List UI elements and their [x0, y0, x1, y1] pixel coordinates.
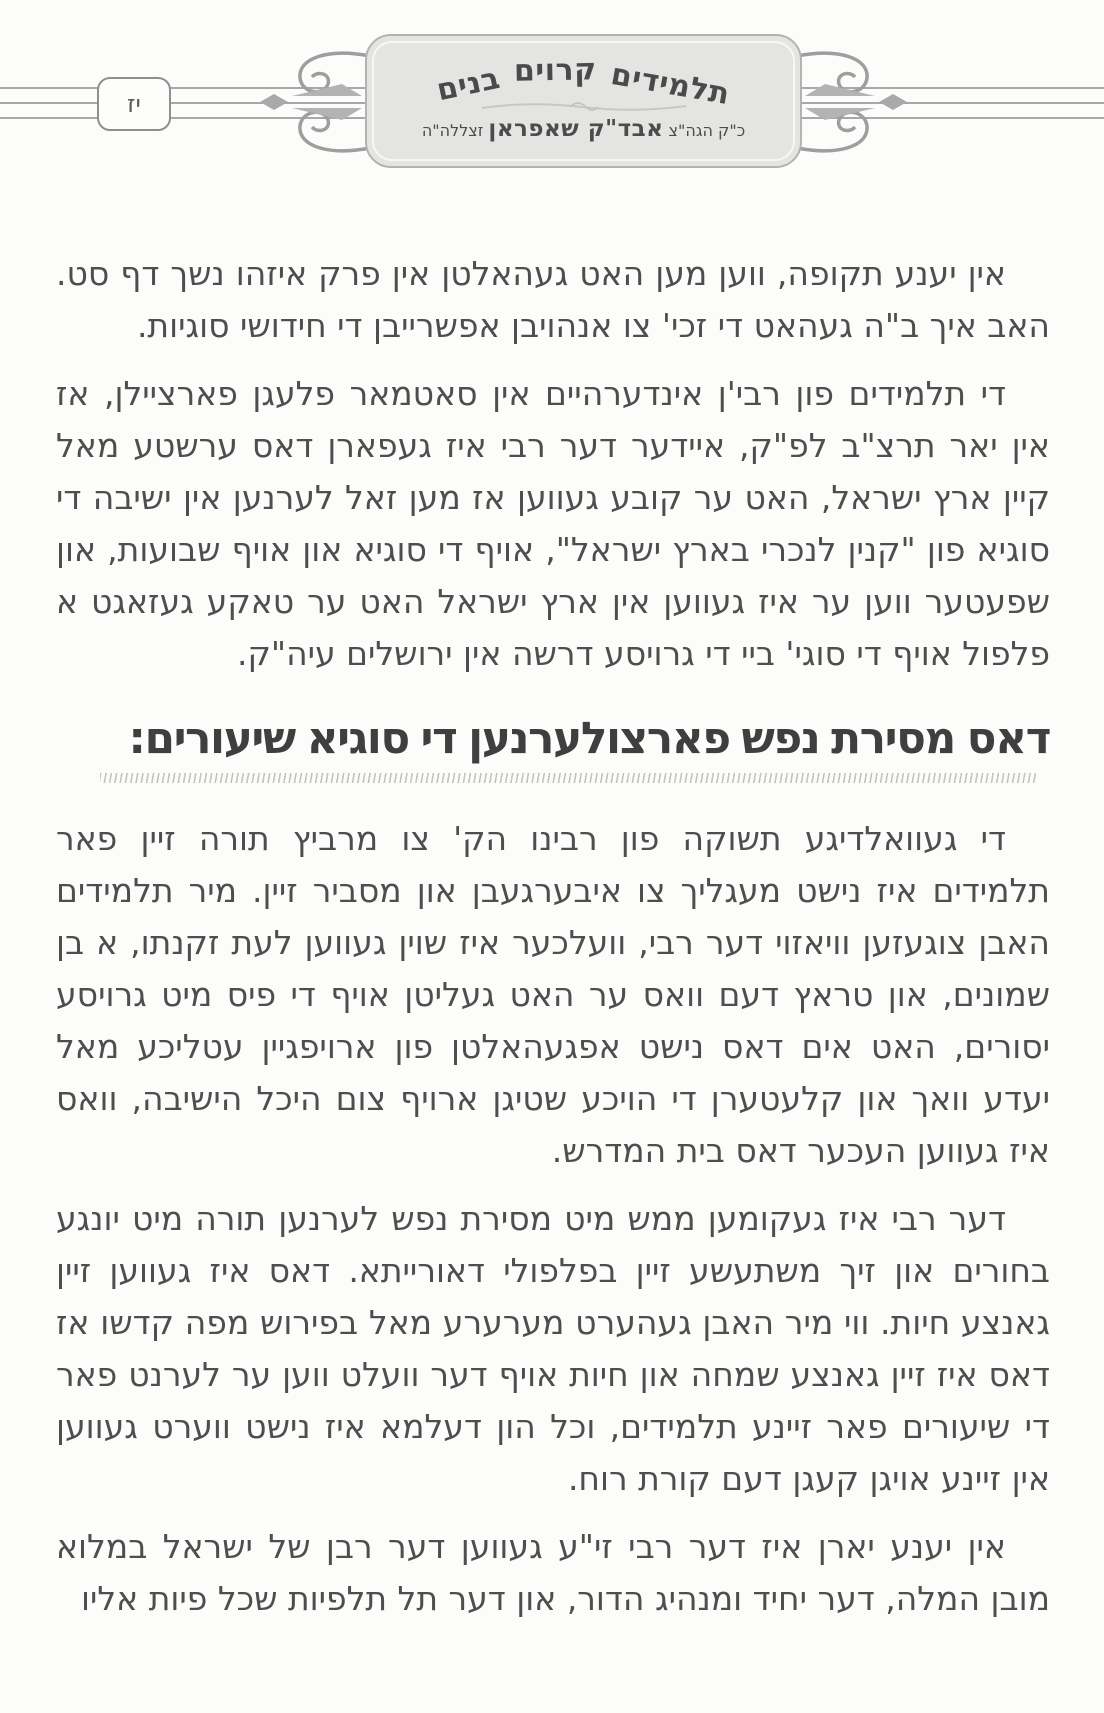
diamond-ornament-icon [879, 94, 907, 110]
paragraph: די תלמידים פון רבי'ן אינדערהיים אין סאטמאר פלעגן פארציילן, אז אין יאר תרצ"ב לפ"ק, איידער דער רבי איז געפארן דאס ערשטע מאל קיין ארץ ישראל, האט ער קובע געווען אז מען זאל לערנען אין ישיבה די סוגיא פון "קנין לנכרי בארץ ישראל", אויף די סוגיא און אויף שבועות, און שפעטער ווען ער איז געווען אין ארץ ישראל האט ער טאקע געזאגט א פלפול אויף די סוגי' ביי די גרויסע דרשה אין ירושלים עיה"ק. [56, 374, 1050, 673]
paragraph: אין יענע תקופה, ווען מען האט געהאלטן אין פרק איזהו נשך דף סט. האב איך ב"ה געהאט די זכי' צו אנהויבן אפשרייבן די חידושי סוגיות. [56, 254, 1050, 345]
title-flourish-icon [474, 98, 694, 114]
paragraph: די געוואלדיגע תשוקה פון רבינו הק' צו מרביץ תורה זיין פאר תלמידים איז נישט מעגליך צו איבערגעבן און מסביר זיין. מיר תלמידים האבן צוגעזען וויאזוי דער רבי, וועלכער איז שוין געווען לעת זקנתו, א בן שמונים, און טראץ דעם וואס ער האט געליטן אויף די פיס מיט גרויסע יסורים, האט אים דאס נישט אפגעהאלטן פון ארויפגיין עטליכע מאל יעדע וואך און קלעטערן די הויכע שטיגן ארויף צום היכל הישיבה, וואס איז געווען העכער דאס בית המדרש. [56, 819, 1050, 1170]
title-cartouche [365, 34, 802, 168]
scroll-ornament-icon [258, 50, 378, 154]
heading-underline-ornament [100, 773, 1036, 783]
section-heading: דאס מסירת נפש פארצולערנען די סוגיא שיעורים: [128, 713, 1050, 764]
title-word: תלמידים [607, 56, 733, 113]
diamond-ornament-icon [260, 94, 288, 110]
author-line [367, 116, 800, 142]
title-word: קרוים [513, 52, 597, 89]
page-header [0, 0, 1104, 190]
scroll-ornament-icon [789, 50, 909, 154]
page-number: יז [127, 90, 141, 118]
paragraph: דער רבי איז געקומען ממש מיט מסירת נפש לערנען תורה מיט יונגע בחורים און זיך משתעשע זיין בפלפולי דאורייתא. דאס איז געווען זיין גאנצע חיות. ווי מיר האבן געהערט מערערע מאל בפירוש מפה קדשו אז דאס איז זיין גאנצע שמחה און חיות אויף דער וועלט ווען ער לערנט פאר די שיעורים פאר זיינע תלמידים, וכל הון דעלמא איז נישט ווערט געווען אין זיינע אויגן קעגן דעם קורת רוח. [56, 1199, 1050, 1498]
author-suffix: זצללה"ה [421, 121, 484, 140]
book-title [367, 52, 800, 113]
page-number-box [97, 77, 171, 131]
paragraph: אין יענע יארן איז דער רבי זי"ע געווען דער רבן של ישראל במלוא מובן המלה, דער יחיד ומנהיג הדור, און דער תל תלפיות שכל פיות אליו [56, 1527, 1050, 1618]
page-body [56, 196, 1050, 1641]
title-word: בנים [433, 60, 504, 109]
author-name: אבד"ק שאפראן [488, 116, 664, 142]
author-honorific: כ"ק הגה"צ [668, 121, 746, 140]
